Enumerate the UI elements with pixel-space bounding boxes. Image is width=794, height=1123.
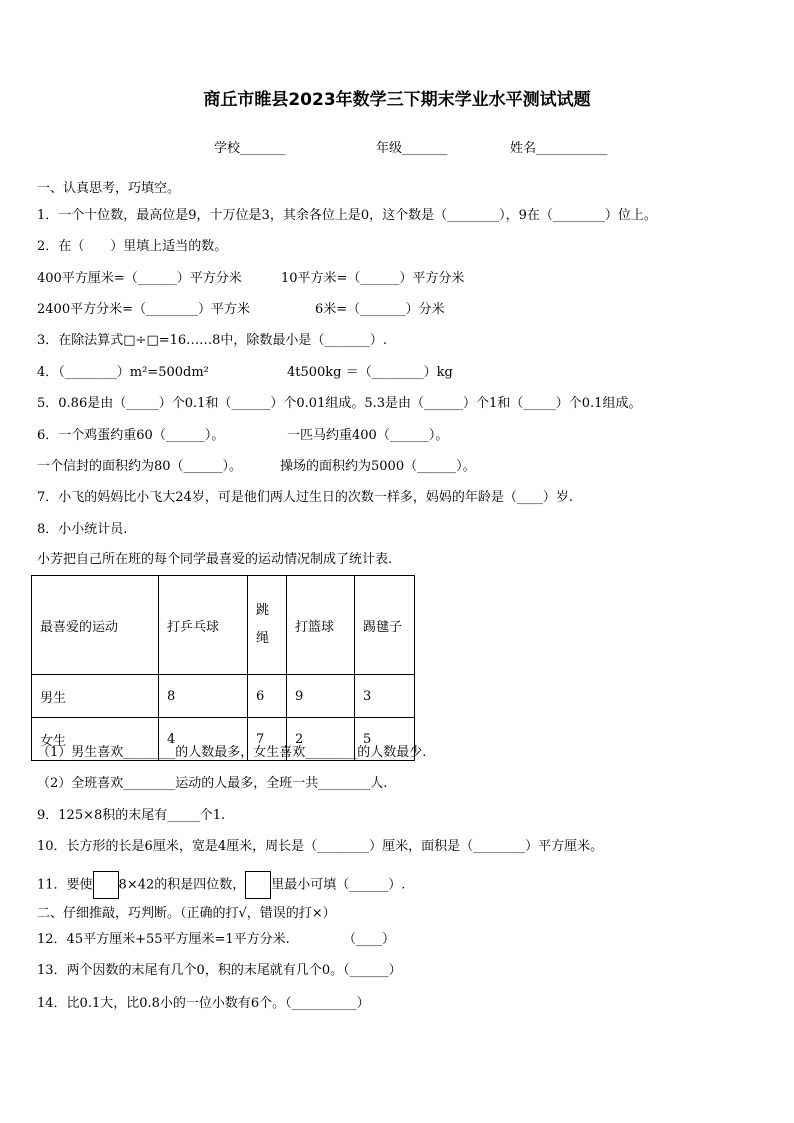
- table-cell: 男生: [32, 675, 159, 718]
- table-cell: 3: [355, 675, 415, 718]
- question-13: 13．两个因数的末尾有几个0，积的末尾就有几个0。（______）: [37, 963, 402, 978]
- question-11-text-a: 11．要使: [37, 877, 93, 893]
- question-6a: 6．一个鸡蛋约重60（______）。: [37, 428, 225, 443]
- table-cell: 9: [287, 675, 355, 718]
- question-2b: 10平方米=（______）平方分米: [281, 271, 465, 286]
- question-14: 14．比0.1大，比0.8小的一位小数有6个。（__________）: [37, 996, 370, 1011]
- question-11-text-b: 8×42的积是四位数，: [118, 877, 246, 893]
- question-11-text-c: 里最小可填（______）.: [271, 877, 406, 893]
- question-12-blank: （____）: [343, 932, 396, 947]
- table-header-cell: 打乒乓球: [159, 576, 248, 675]
- question-6b: 一匹马约重400（______）。: [287, 428, 449, 443]
- question-8-part-2: （2）全班喜欢________运动的人最多，全班一共________人.: [37, 776, 388, 791]
- table-cell: 女生: [32, 718, 159, 761]
- question-10: 10．长方形的长是6厘米，宽是4厘米，周长是（________）厘米，面积是（________）平方厘米。: [37, 839, 604, 854]
- question-6d: 操场的面积约为5000（______）。: [280, 459, 476, 474]
- question-5: 5．0.86是由（_____）个0.1和（______）个0.01组成。5.3是由（______）个1和（_____）个0.1组成。: [37, 396, 642, 411]
- page-title: 商丘市睢县2023年数学三下期末学业水平测试试题: [203, 90, 591, 110]
- table-header-cell: 打篮球: [287, 576, 355, 675]
- statistics-table: [31, 575, 415, 761]
- table-header-row: [32, 576, 415, 675]
- answer-box: [245, 871, 271, 899]
- question-11: [37, 871, 405, 900]
- question-2: 2．在（ ）里填上适当的数。: [37, 239, 228, 254]
- school-field: 学校_______: [214, 141, 286, 156]
- question-2c: 2400平方分米=（________）平方米: [37, 302, 250, 317]
- question-4b: 4t500kg ＝（________）kg: [287, 365, 453, 380]
- table-cell: 5: [355, 718, 415, 761]
- question-3: 3．在除法算式□÷□=16……8中，除数最小是（_______）.: [37, 333, 388, 348]
- table-cell: 4: [159, 718, 248, 761]
- table-cell: 2: [287, 718, 355, 761]
- question-8-part-1: （1）男生喜欢________的人数最多，女生喜欢________的人数最少.: [37, 745, 427, 760]
- table-header-vertical-text: 跳绳: [256, 603, 270, 646]
- table-header-cell: [248, 576, 287, 675]
- question-4a: 4．（________）m²=500dm²: [37, 365, 209, 380]
- name-field: 姓名___________: [510, 141, 608, 156]
- table-cell: 6: [248, 675, 287, 718]
- table-header-cell: 踢毽子: [355, 576, 415, 675]
- table-cell: 8: [159, 675, 248, 718]
- grade-field: 年级_______: [376, 141, 448, 156]
- table-cell: 7: [248, 718, 287, 761]
- question-8-description: 小芳把自己所在班的每个同学最喜爱的运动情况制成了统计表.: [37, 552, 393, 567]
- question-7: 7．小飞的妈妈比小飞大24岁，可是他们两人过生日的次数一样多，妈妈的年龄是（____）岁.: [37, 490, 573, 505]
- table-header-cell: 最喜爱的运动: [32, 576, 159, 675]
- question-2d: 6米=（_______）分米: [315, 302, 445, 317]
- answer-box: [93, 871, 119, 899]
- question-12: 12．45平方厘米+55平方厘米=1平方分米.: [37, 932, 290, 947]
- table-row: [32, 675, 415, 718]
- question-9: 9．125×8积的末尾有_____个1.: [37, 808, 226, 823]
- question-8: 8．小小统计员.: [37, 522, 128, 537]
- section-2-heading: 二、仔细推敲，巧判断。（正确的打√，错误的打×）: [37, 906, 336, 921]
- question-6c: 一个信封的面积约为80（______）。: [37, 459, 243, 474]
- question-2a: 400平方厘米=（______）平方分米: [37, 271, 242, 286]
- question-1: 1．一个十位数，最高位是9，十万位是3，其余各位上是0，这个数是（________），9在（________）位上。: [37, 208, 657, 223]
- section-1-heading: 一、认真思考，巧填空。: [37, 181, 181, 196]
